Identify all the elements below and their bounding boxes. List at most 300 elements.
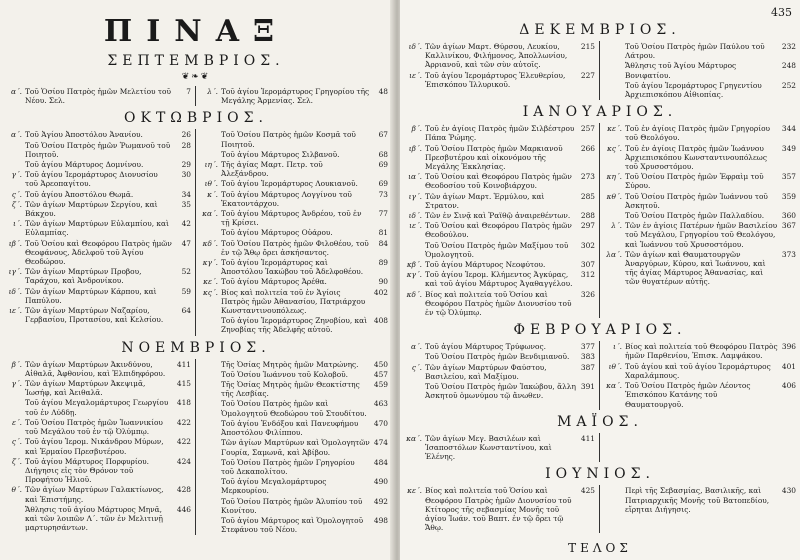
month-section (400, 466, 800, 533)
entry-title: Τοῦ Ὁσίου Πατρὸς ἡμῶν Μαρκιανοῦ Πρεσβυτέρου καὶ οἰκονόμου τῆς Μεγάλης Ἐκκλησίας. (425, 143, 563, 172)
entry-date: ς΄. (11, 189, 22, 199)
entry-page: 406 (781, 381, 796, 391)
entry-date (604, 211, 625, 220)
index-entry (404, 342, 595, 351)
index-entry (200, 277, 388, 286)
index-entry (404, 352, 595, 361)
index-entry (4, 239, 191, 267)
entry-date: ιε΄. (409, 70, 422, 80)
entry-date: γ΄. (11, 170, 22, 180)
entry-title: Τῶν ἐν Σινᾷ καὶ Ῥαϊθῷ ἀναιρεθέντων. (425, 211, 571, 221)
index-entry (404, 71, 595, 89)
entry-date: ι΄. (13, 219, 22, 229)
entry-title: Τῶν ἁγίων Μαρτύρων Ναζαρίου, Γερβασίου, Προτασίου, καὶ Κελσίου. (25, 306, 164, 325)
entry-page: 215 (580, 42, 595, 51)
entry-date (200, 360, 221, 369)
entry-column (0, 86, 196, 106)
entry-columns (400, 341, 800, 409)
entry-title: Τοῦ ἁγίου Μάρτυρος Ἀρέθα. (221, 277, 327, 287)
entry-page: 273 (580, 172, 595, 182)
entry-column (600, 341, 800, 409)
entry-page: 484 (373, 457, 388, 467)
entry-page: 383 (580, 352, 595, 362)
index-entry (200, 258, 388, 276)
entry-columns (0, 359, 392, 536)
entry-title: Τοῦ ἁγίου Μάρτυρος Πορφυρίου. Διήγησις εἰς τὸν Θρόνον τοῦ Προφήτου Ἠλιοῦ. (25, 456, 150, 485)
entry-title: Τοῦ ἁγίου καὶ τοῦ ἁγίου Ἱερομάρτυρος Χαραλάμπους. (625, 361, 771, 380)
index-entry (4, 379, 191, 397)
entry-title: Τοῦ Ὁσίου καὶ Θεοφόρου Πατρὸς ἡμῶν Θεοδούλου. (425, 221, 572, 240)
entry-page: 415 (176, 379, 191, 389)
entry-page: 474 (373, 438, 388, 448)
entry-column (400, 485, 600, 533)
entry-title: Βίος καὶ πολιτεία τοῦ ἐν Ἁγίοις Πατρὸς ἡμῶν Ἀθανασίου, Πατριάρχου Κωνσταντινουπόλεως. (221, 287, 366, 316)
entry-page: 402 (373, 287, 388, 297)
entry-title: Τοῦ Ὁσίου Πατρὸς ἡμῶν Παλλαδίου. (625, 211, 765, 221)
entry-title: Τοῦ Ὁσίου Πατρὸς ἡμῶν Βενδιμιανοῦ. (425, 352, 570, 362)
entry-page: 297 (580, 221, 595, 231)
entry-title: Τῶν ἁγίων Μαρτύρων καὶ Ὁμολογητῶν Γουρία, Σαμωνᾶ, καὶ Ἀβίβου. (221, 438, 370, 457)
entry-title: Τοῦ ἁγίου Μεγαλομάρτυρος Γεωργίου τοῦ ἐν Λύδδῃ. (25, 398, 169, 417)
entry-date: β΄. (11, 359, 22, 369)
entry-date: κγ΄. (202, 258, 218, 268)
entry-title: Τοῦ Ὁσίου Πατρὸς ἡμῶν καὶ Ὁμολογητοῦ Θεοδώρου τοῦ Στουδίτου. (221, 399, 367, 418)
index-entry (200, 360, 388, 369)
index-entry (604, 342, 796, 360)
index-entry (4, 200, 191, 218)
index-entry (404, 144, 595, 172)
entry-page: 35 (181, 199, 191, 209)
entry-title: Τοῦ Ὁσίου Πατρὸς ἡμῶν Ἐφραὶμ τοῦ Σύρου. (625, 172, 764, 191)
entry-page: 257 (580, 124, 595, 134)
entry-page: 360 (781, 211, 796, 221)
entry-date: ιδ΄. (8, 286, 22, 296)
index-entry (604, 486, 796, 514)
index-entry (404, 211, 595, 220)
entry-date: ιθ΄. (204, 179, 218, 189)
entry-page: 312 (580, 270, 595, 280)
entry-column (600, 123, 800, 318)
entry-title: Τῶν ἁγίων καὶ Θαυματουργῶν Ἀναργύρων, Κύρου, καὶ Ἰωάννου, καὶ τῆς ἁγίας Μάρτυρος Ἀθανασίας, καὶ τῶν θυγατέρων αὐτῆς. (625, 249, 766, 287)
entry-title: Τῶν ἁγίων Μαρτύρων Ἀκεψιμᾶ, Ἰωσήφ, καὶ Ἀειθαλᾶ. (25, 379, 146, 398)
index-entry (4, 505, 191, 533)
entry-date (200, 150, 221, 159)
entry-date: κε΄. (203, 277, 218, 287)
index-entry (4, 170, 191, 188)
index-entry (604, 381, 796, 409)
page-number: 435 (771, 6, 792, 19)
index-entry (404, 486, 595, 532)
index-entry (200, 370, 388, 379)
entry-date: ιβ΄. (408, 143, 422, 153)
entry-page: 73 (378, 189, 388, 199)
index-entry (404, 434, 595, 462)
entry-date (200, 458, 221, 476)
entry-date: α΄. (10, 87, 22, 96)
entry-date: α΄. (10, 130, 22, 140)
entry-columns (0, 86, 392, 106)
index-entry (200, 130, 388, 148)
entry-title: Τοῦ Ὁσίου Πατρὸς ἡμῶν Μελετίου τοῦ Νέου. Σελ. (25, 87, 171, 106)
ornament-rule: ❦❧❦ (181, 72, 211, 82)
entry-title: Τοῦ ἁγίου Ἱερομάρτυρος καὶ Ἀποστόλου Ἰακώβου τοῦ Ἀδελφοθέου. (221, 258, 364, 277)
month-section (400, 22, 800, 100)
entry-page: 349 (781, 143, 796, 153)
entry-date: θ΄. (11, 485, 22, 495)
index-entry (200, 458, 388, 476)
entry-page: 64 (181, 306, 191, 316)
entry-page: 498 (373, 515, 388, 525)
entry-column (0, 359, 196, 536)
entry-title: Τῶν ἁγίων Μαρτ. Ἑρμύλου, καὶ Στρατον. (425, 191, 545, 210)
index-entry (200, 497, 388, 515)
entry-page: 232 (781, 42, 796, 51)
entry-date (200, 419, 221, 437)
index-entry (404, 270, 595, 288)
entry-title: Τοῦ ἁγίου Ἱερομ. Νικάνδρου Μύρων, καὶ Ἑρμαίου Πρεσβυτέρου. (25, 437, 164, 456)
entry-title: Τοῦ Ὁσίου Πατρὸς ἡμῶν Ἀλυπίου τοῦ Κιονίτου. (221, 496, 363, 515)
entry-date (604, 81, 625, 99)
entry-title: Τοῦ Ὁσίου καὶ Θεοφόρου Πατρὸς ἡμῶν Θεοδοσίου τοῦ Κοινοβιάρχου. (425, 172, 572, 191)
entry-date: ς΄. (11, 437, 22, 447)
entry-date (200, 438, 221, 456)
entry-date: ιθ΄. (608, 361, 622, 371)
entry-column (400, 341, 600, 409)
entry-date: ιγ΄. (8, 267, 22, 277)
end-text: ΤΕΛΟΣ (568, 541, 632, 556)
entry-page: 387 (580, 362, 595, 372)
index-title: ΠΙΝΑΞ (103, 14, 289, 49)
entry-columns (400, 433, 800, 463)
entry-page: 288 (580, 211, 595, 221)
entry-page: 26 (181, 130, 191, 140)
index-entry (200, 209, 388, 227)
entry-title: Τῆς Ὁσίας Μητρὸς ἡμῶν Ματρώνης. (221, 359, 359, 369)
index-entry (4, 360, 191, 378)
month-heading: ΙΟΥΝΙΟΣ. (545, 466, 655, 483)
index-entry (4, 398, 191, 416)
entry-date: κε΄. (607, 124, 622, 134)
month-section (400, 414, 800, 463)
right-months (400, 22, 800, 533)
month-section (0, 53, 392, 106)
index-entry (200, 438, 388, 456)
entry-date (404, 382, 425, 400)
entry-title: Τοῦ Ὁσίου Πατρὸς ἡμῶν Ἰωάννου τοῦ Ἀσκητοῦ. (625, 191, 768, 210)
entry-page: 391 (580, 382, 595, 392)
entry-page: 59 (181, 286, 191, 296)
entry-page: 252 (781, 80, 796, 90)
index-entry (200, 239, 388, 257)
entry-title: Βίος καὶ πολιτεία τοῦ Ὁσίου καὶ Θεοφόρου Πατρὸς ἡμῶν Διονυσίου τοῦ Κτίτορος τῆς σεβασμίας Μονῆς τοῦ ἁγίου Ἰωάν. τοῦ Βαπτ. ἐν τῷ ὄρει τῷ Ἄθῳ. (425, 486, 572, 533)
index-entry (604, 61, 796, 79)
entry-title: Βίος καὶ πολιτεία τοῦ Θεοφόρου Πατρὸς ἡμῶν Παρθενίου, Ἐπισκ. Λαμψάκου. (625, 342, 778, 361)
index-entry (200, 380, 388, 398)
entry-page: 422 (176, 417, 191, 427)
entry-column (400, 433, 600, 463)
entry-date (4, 505, 25, 533)
entry-title: Τῆς Ὁσίας Μητρὸς ἡμῶν Θεοκτίστης τῆς Λεσβίας. (221, 380, 360, 399)
entry-title: Τοῦ ἐν ἁγίοις Πατρὸς ἡμῶν Ἰωάννου Ἀρχιεπισκόπου Κωνσταντινουπόλεως τοῦ Χρυσοστόμου. (625, 143, 767, 172)
entry-title: Ἄθλησις τοῦ ἁγίου Μάρτυρος Μηνᾶ, καὶ τῶν λοιπῶν Λ΄. τῶν ἐν Μελιτινῇ μαρτυρησάντων. (25, 504, 163, 533)
entry-date (404, 352, 425, 361)
index-entry (404, 221, 595, 239)
entry-date (200, 130, 221, 148)
entry-date: ς΄. (411, 362, 422, 372)
index-entry (604, 42, 796, 60)
entry-page: 411 (580, 433, 595, 443)
entry-date: ι΄. (613, 342, 622, 352)
entry-page: 422 (176, 437, 191, 447)
entry-date: ιγ΄. (408, 191, 422, 201)
entry-title: Τοῦ ἁγίου Μάρτυρος Σιλβανοῦ. (221, 149, 340, 159)
index-entry (404, 260, 595, 269)
left-page (0, 0, 392, 560)
entry-page: 373 (781, 249, 796, 259)
entry-date (200, 399, 221, 417)
entry-page: 266 (580, 143, 595, 153)
index-entry (604, 81, 796, 99)
entry-title: Τοῦ Ὁσίου Πατρὸς ἡμῶν Κοσμᾶ τοῦ Ποιητοῦ. (221, 130, 356, 149)
entry-title: Τοῦ ἁγίου Ἐνδόξου καὶ Πανευφήμου Ἀποστόλου Φιλίππου. (221, 418, 359, 438)
entry-page: 367 (781, 221, 796, 231)
entry-date: γ΄. (11, 379, 22, 389)
left-months (0, 53, 392, 535)
entry-page: 248 (781, 61, 796, 71)
entry-page: 359 (781, 191, 796, 201)
entry-title: Τῶν ἐν ἁγίοις Πατέρων ἡμῶν Βασιλείου τοῦ Μεγάλου, Γρηγορίου τοῦ Θεολόγου, καὶ Ἰωάννου τοῦ Χρυσοστόμου. (625, 221, 778, 249)
month-heading: ΔΕΚΕΜΒΡΙΟΣ. (519, 22, 681, 38)
entry-date (200, 380, 221, 398)
index-entry (200, 190, 388, 208)
entry-column (600, 485, 800, 533)
entry-page: 77 (378, 209, 388, 219)
index-entry (4, 141, 191, 159)
index-entry (4, 87, 191, 105)
index-entry (404, 382, 595, 400)
entry-date (4, 398, 25, 416)
entry-column (196, 86, 392, 106)
entry-title: Τῶν ἁγίων Μαρτύρων Φαύστου, Βασιλείου, καὶ Μαξίμου. (425, 362, 547, 381)
entry-date: ια΄. (408, 172, 422, 182)
month-heading: ΙΑΝΟΥΑΡΙΟΣ. (522, 104, 678, 121)
entry-date: κδ΄. (406, 289, 422, 299)
entry-column (196, 359, 392, 536)
entry-date: ιδ΄. (408, 42, 422, 51)
entry-page: 424 (176, 456, 191, 466)
index-entry (200, 419, 388, 437)
entry-page: 457 (373, 369, 388, 379)
entry-page: 42 (181, 219, 191, 229)
entry-page: 344 (781, 124, 796, 134)
entry-page: 28 (181, 140, 191, 150)
entry-date (604, 61, 625, 79)
entry-title: Τῶν ἁγίων Μαρτύρων Κάρπου, καὶ Παπύλου. (25, 286, 157, 305)
entry-page: 307 (580, 260, 595, 270)
index-entry (200, 228, 388, 237)
index-entry (200, 316, 388, 334)
entry-title: Τοῦ Ὁσίου καὶ Θεοφόρου Πατρὸς ἡμῶν Θεοφάνους, Ἀδελφοῦ τοῦ Ἁγίου Θεοδώρου. (25, 238, 172, 267)
entry-date: κδ΄. (202, 238, 218, 248)
entry-title: Τοῦ ἁγίου Μάρτυρος Ἀνδρέου, τοῦ ἐν τῇ Κρίσει. (221, 209, 362, 228)
index-entry (200, 477, 388, 495)
entry-date: ιε΄. (9, 306, 22, 316)
index-entry (200, 160, 388, 178)
entry-date: κθ΄. (606, 191, 622, 201)
entry-page: 326 (580, 289, 595, 299)
entry-date (4, 141, 25, 159)
entry-page: 84 (378, 238, 388, 248)
index-entry (404, 124, 595, 142)
index-entry (4, 130, 191, 139)
entry-title: Τῶν ἁγίων Μεγ. Βασιλέων καὶ Ἰσαποστόλων Κωνσταντίνου, καὶ Ἑλένης. (425, 433, 552, 462)
entry-page: 357 (781, 172, 796, 182)
month-section (0, 340, 392, 536)
entry-title: Τοῦ Ὁσίου Πατρὸς ἡμῶν Ἰωαννικίου τοῦ Μεγάλου τοῦ ἐν τῷ Ὀλύμπῳ. (25, 417, 163, 437)
entry-date (200, 316, 221, 334)
entry-title: Τοῦ Ὁσίου Πατρὸς ἡμῶν Φιλοθέου, τοῦ ἐν τῷ Ἄθῳ ὄρει ἀσκήσαντος. (221, 238, 369, 257)
entry-title: Τοῦ ἁγίου Ἱερομ. Κλήμεντος Ἀγκύρας, καὶ τοῦ ἁγίου Μάρτυρος Ἀγαθαγγέλου. (425, 270, 573, 289)
entry-page: 411 (176, 359, 191, 369)
entry-column (400, 123, 600, 318)
entry-columns (400, 485, 800, 533)
entry-page: 428 (176, 485, 191, 495)
entry-page: 463 (373, 399, 388, 409)
index-entry (604, 221, 796, 249)
entry-page: 90 (378, 277, 388, 287)
entry-title: Τοῦ ἁγίου Ἱερομάρτυρος Ζηνοβίου, καὶ Ζηνοβίας τῆς Ἀδελφῆς αὐτοῦ. (221, 316, 368, 335)
index-entry (604, 172, 796, 190)
entry-title: Τοῦ Ὁσίου Πατρὸς ἡμῶν Γρηγορίου τοῦ Δεκαπολίτου. (221, 457, 355, 476)
entry-date: κα΄. (202, 209, 218, 219)
entry-title: Τοῦ ἁγίου Μεγαλομάρτυρος Μερκουρίου. (221, 477, 327, 496)
entry-title: Τῶν ἁγίων Μαρτύρων Προβου, Ταράχου, καὶ Ἀνδρονίκου. (25, 267, 142, 286)
entry-title: Ἄθλησις τοῦ Ἁγίου Μάρτυρος Βονιφατίου. (625, 61, 737, 80)
entry-title: Τῶν ἁγίων Μαρτύρων Ἀκινδύνου, Αἰθαλᾶ, Ἀφθονίου, καὶ Ἐλπιδηφόρου. (25, 359, 166, 378)
entry-page: 89 (378, 258, 388, 268)
entry-page: 29 (181, 160, 191, 170)
entry-page: 492 (373, 496, 388, 506)
index-entry (4, 437, 191, 455)
entry-page: 425 (580, 486, 595, 496)
entry-date (200, 497, 221, 515)
index-entry (404, 363, 595, 381)
entry-title: Τοῦ ἁγίου Ἱερομάρτυρος Διονυσίου τοῦ Ἀρεοπαγίτου. (25, 170, 158, 189)
month-heading: ΦΕΒΡΟΥΑΡΙΟΣ. (513, 322, 687, 339)
entry-date (200, 477, 221, 495)
entry-columns (0, 129, 392, 335)
entry-title: Τοῦ ἁγίου Μάρτυρος Τρύφωνος. (425, 342, 546, 352)
index-entry (404, 172, 595, 190)
entry-date (200, 370, 221, 379)
entry-title: Τοῦ ἁγίου Μάρτυρος Νεοφύτου. (425, 260, 546, 270)
entry-page: 285 (580, 191, 595, 201)
entry-date: ιδ΄. (408, 211, 422, 221)
index-entry (604, 144, 796, 172)
index-entry (200, 516, 388, 534)
index-entry (404, 290, 595, 318)
index-entry (4, 418, 191, 436)
index-entry (4, 160, 191, 169)
entry-date: λ΄. (207, 87, 218, 96)
entry-date: λ΄. (611, 221, 622, 231)
index-entry (604, 362, 796, 380)
index-entry (4, 219, 191, 237)
entry-title: Τοῦ Ὁσίου Πατρὸς ἡμῶν Ἰακώβου, ἄλλη Ἀσκητοῦ ὁμωνύμου τῷ ἄνωθεν. (425, 382, 576, 401)
entry-page: 47 (181, 238, 191, 248)
entry-title: Τοῦ Ὁσίου Πατρὸς ἡμῶν Λέοντος Ἐπισκόπου Κατάνης τοῦ Θαυματουργοῦ. (625, 381, 751, 409)
entry-date: κβ΄. (406, 260, 422, 270)
entry-date: κ΄. (207, 189, 218, 199)
month-heading: ΟΚΤΩΒΡΙΟΣ. (124, 110, 268, 127)
entry-title: Τοῦ ἁγίου Μάρτυρος καὶ Ὁμολογητοῦ Στεφάνου τοῦ Νέου. (221, 515, 364, 535)
entry-page: 67 (378, 130, 388, 140)
entry-title: Τοῦ ἁγίου Μάρτυρος Δομνίνου. (25, 160, 144, 170)
entry-date: ζ΄. (11, 456, 22, 466)
entry-title: Τῶν ἁγίων Μαρτ. Θύρσου, Λευκίου, Καλλινίκου, Φιλήμονος, Ἀπολλωνίου, Ἀρριανοῦ, καὶ τῶν σὺν αὐτοῖς. (425, 42, 568, 70)
entry-title: Τῆς ἁγίας Μαρτ. Πετρ. τοῦ Ἀλεξάνδρου. (221, 160, 323, 179)
index-entry (404, 192, 595, 210)
entry-column (600, 41, 800, 100)
entry-page: 446 (176, 504, 191, 514)
entry-page: 490 (373, 477, 388, 487)
index-entry (4, 287, 191, 305)
entry-column (400, 41, 600, 100)
entry-page: 68 (378, 149, 388, 159)
entry-page: 34 (181, 189, 191, 199)
index-entry (4, 485, 191, 503)
index-entry (604, 192, 796, 210)
index-entry (404, 241, 595, 259)
entry-page: 401 (781, 361, 796, 371)
right-page (400, 0, 800, 560)
month-section (0, 110, 392, 335)
entry-title: Τοῦ ἁγίου Ἀποστόλου Θωμᾶ. (25, 189, 134, 199)
entry-title: Περὶ τῆς Σεβασμίας, Βασιλικῆς, καὶ Πατριαρχικῆς Μονῆς τοῦ Βατοπεδίου, εἴρηται Διήγησις. (625, 486, 770, 514)
entry-page: 227 (580, 70, 595, 80)
entry-title: Τοῦ Ὁσίου Ἰωάννου τοῦ Κολοβοῦ. (221, 369, 349, 379)
index-entry (604, 250, 796, 287)
entry-date: κα΄. (606, 381, 622, 391)
entry-page: 302 (580, 240, 595, 250)
entry-date: λα΄. (606, 249, 622, 259)
entry-column (0, 129, 196, 335)
entry-title: Τῶν ἁγίων Μαρτύρων Εὐλαμπίου, καὶ Εὐλαμπίας. (25, 219, 169, 238)
entry-page: 459 (373, 380, 388, 390)
entry-title: Τοῦ Ὁσίου Πατρὸς ἡμῶν Ῥωμανοῦ τοῦ Ποιητοῦ. (25, 140, 171, 159)
entry-date: κα΄. (406, 433, 422, 443)
entry-date: α΄. (410, 342, 422, 352)
entry-page: 408 (373, 316, 388, 326)
entry-page: 418 (176, 398, 191, 408)
entry-title: Τοῦ ἁγίου Ἱερομάρτυρος Λουκιανοῦ. (221, 179, 358, 189)
entry-date: ιη΄. (204, 160, 218, 170)
entry-title: Τοῦ ἐν ἁγίοις Πατρὸς ἡμῶν Γρηγορίου τοῦ Θεολόγου. (625, 124, 771, 143)
entry-page: 30 (181, 170, 191, 180)
entry-title: Τοῦ Ὁσίου Πατρὸς ἡμῶν Παύλου τοῦ Λάτρου. (625, 42, 765, 61)
entry-date: κγ΄. (406, 270, 422, 280)
entry-page: 396 (781, 342, 796, 352)
index-entry (404, 42, 595, 70)
entry-page: 69 (378, 179, 388, 189)
entry-date (604, 42, 625, 60)
entry-page: 7 (186, 87, 191, 96)
entry-title: Τοῦ ἁγίου Ἱερομάρτυρος Γρηγορίου τῆς Μεγάλης Ἀρμενίας. Σελ. (221, 87, 370, 106)
entry-date: κε΄. (407, 486, 422, 496)
index-entry (200, 87, 388, 105)
entry-columns (400, 41, 800, 100)
entry-column (600, 433, 800, 463)
